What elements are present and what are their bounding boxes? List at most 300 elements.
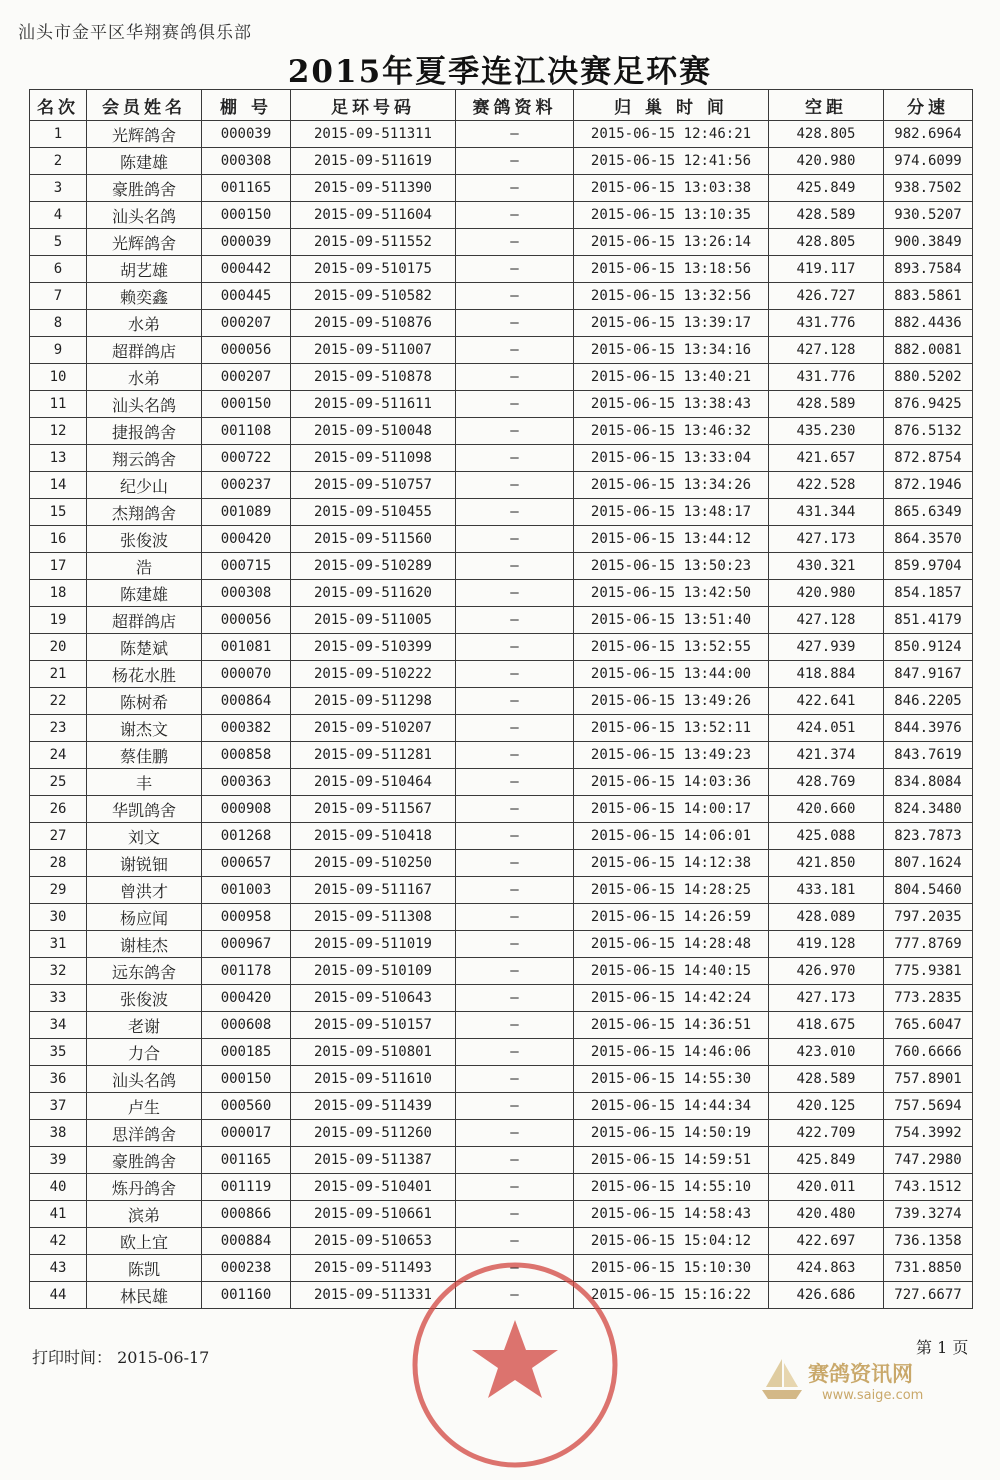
cell-member-name: 刘文: [87, 823, 202, 850]
cell-distance: 428.589: [769, 1066, 884, 1093]
cell-ring-no: 2015-09-511005: [291, 607, 456, 634]
cell-arrival-time: 2015-06-15 14:26:59: [574, 904, 769, 931]
table-row: [30, 1147, 973, 1174]
cell-loft-no: 000864: [202, 688, 291, 715]
cell-distance: 428.805: [769, 229, 884, 256]
cell-loft-no: 001119: [202, 1174, 291, 1201]
cell-distance: 422.528: [769, 472, 884, 499]
cell-pigeon-info: —: [456, 796, 574, 823]
cell-speed: 864.3570: [884, 526, 973, 553]
cell-pigeon-info: —: [456, 931, 574, 958]
cell-rank: 23: [30, 715, 87, 742]
cell-member-name: 谢桂杰: [87, 931, 202, 958]
cell-rank: 33: [30, 985, 87, 1012]
table-row: [30, 175, 973, 202]
table-row: [30, 931, 973, 958]
cell-member-name: 滨弟: [87, 1201, 202, 1228]
cell-distance: 422.641: [769, 688, 884, 715]
cell-ring-no: 2015-09-511387: [291, 1147, 456, 1174]
cell-member-name: 光辉鸽舍: [87, 121, 202, 148]
cell-member-name: 胡艺雄: [87, 256, 202, 283]
cell-arrival-time: 2015-06-15 13:39:17: [574, 310, 769, 337]
site-watermark: [760, 1355, 992, 1415]
cell-rank: 39: [30, 1147, 87, 1174]
col-arrival-time: 归 巢 时 间: [574, 90, 769, 121]
print-time: 打印时间： 2015-06-17: [32, 1348, 210, 1367]
cell-ring-no: 2015-09-510399: [291, 634, 456, 661]
cell-rank: 31: [30, 931, 87, 958]
cell-arrival-time: 2015-06-15 14:55:10: [574, 1174, 769, 1201]
cell-ring-no: 2015-09-511298: [291, 688, 456, 715]
cell-pigeon-info: —: [456, 553, 574, 580]
cell-speed: 872.1946: [884, 472, 973, 499]
table-row: [30, 148, 973, 175]
cell-rank: 6: [30, 256, 87, 283]
cell-rank: 44: [30, 1282, 87, 1309]
page-title: 2015年夏季连江决赛足环赛: [287, 54, 713, 90]
cell-arrival-time: 2015-06-15 15:16:22: [574, 1282, 769, 1309]
cell-ring-no: 2015-09-510175: [291, 256, 456, 283]
cell-speed: 846.2205: [884, 688, 973, 715]
cell-loft-no: 000657: [202, 850, 291, 877]
cell-pigeon-info: —: [456, 1255, 574, 1282]
cell-speed: 727.6677: [884, 1282, 973, 1309]
cell-distance: 418.884: [769, 661, 884, 688]
table-row: [30, 877, 973, 904]
cell-rank: 30: [30, 904, 87, 931]
cell-pigeon-info: —: [456, 634, 574, 661]
cell-arrival-time: 2015-06-15 14:28:25: [574, 877, 769, 904]
cell-arrival-time: 2015-06-15 14:59:51: [574, 1147, 769, 1174]
cell-rank: 13: [30, 445, 87, 472]
cell-ring-no: 2015-09-511167: [291, 877, 456, 904]
cell-member-name: 老谢: [87, 1012, 202, 1039]
cell-speed: 843.7619: [884, 742, 973, 769]
cell-speed: 739.3274: [884, 1201, 973, 1228]
cell-arrival-time: 2015-06-15 13:34:16: [574, 337, 769, 364]
cell-rank: 14: [30, 472, 87, 499]
cell-pigeon-info: —: [456, 229, 574, 256]
table-row: [30, 958, 973, 985]
cell-ring-no: 2015-09-510455: [291, 499, 456, 526]
cell-ring-no: 2015-09-511439: [291, 1093, 456, 1120]
table-row: [30, 1066, 973, 1093]
cell-speed: 882.0081: [884, 337, 973, 364]
cell-rank: 19: [30, 607, 87, 634]
cell-ring-no: 2015-09-510464: [291, 769, 456, 796]
cell-rank: 11: [30, 391, 87, 418]
cell-arrival-time: 2015-06-15 15:10:30: [574, 1255, 769, 1282]
cell-pigeon-info: —: [456, 175, 574, 202]
cell-member-name: 捷报鸽舍: [87, 418, 202, 445]
cell-speed: 823.7873: [884, 823, 973, 850]
cell-ring-no: 2015-09-510250: [291, 850, 456, 877]
cell-rank: 29: [30, 877, 87, 904]
cell-speed: 775.9381: [884, 958, 973, 985]
cell-ring-no: 2015-09-511281: [291, 742, 456, 769]
cell-speed: 757.5694: [884, 1093, 973, 1120]
cell-loft-no: 001178: [202, 958, 291, 985]
cell-distance: 420.480: [769, 1201, 884, 1228]
cell-pigeon-info: —: [456, 445, 574, 472]
cell-ring-no: 2015-09-510157: [291, 1012, 456, 1039]
cell-pigeon-info: —: [456, 526, 574, 553]
cell-ring-no: 2015-09-511619: [291, 148, 456, 175]
cell-arrival-time: 2015-06-15 14:36:51: [574, 1012, 769, 1039]
cell-pigeon-info: —: [456, 202, 574, 229]
cell-arrival-time: 2015-06-15 14:44:34: [574, 1093, 769, 1120]
cell-distance: 428.769: [769, 769, 884, 796]
cell-loft-no: 000967: [202, 931, 291, 958]
cell-pigeon-info: —: [456, 1093, 574, 1120]
cell-rank: 9: [30, 337, 87, 364]
cell-ring-no: 2015-09-510582: [291, 283, 456, 310]
cell-rank: 34: [30, 1012, 87, 1039]
cell-ring-no: 2015-09-511098: [291, 445, 456, 472]
cell-speed: 754.3992: [884, 1120, 973, 1147]
cell-rank: 4: [30, 202, 87, 229]
cell-member-name: 力合: [87, 1039, 202, 1066]
cell-speed: 850.9124: [884, 634, 973, 661]
table-row: [30, 661, 973, 688]
cell-ring-no: 2015-09-511620: [291, 580, 456, 607]
cell-rank: 24: [30, 742, 87, 769]
cell-speed: 974.6099: [884, 148, 973, 175]
cell-speed: 736.1358: [884, 1228, 973, 1255]
cell-pigeon-info: —: [456, 850, 574, 877]
cell-speed: 743.1512: [884, 1174, 973, 1201]
table-row: [30, 337, 973, 364]
cell-arrival-time: 2015-06-15 13:52:55: [574, 634, 769, 661]
cell-loft-no: 000056: [202, 337, 291, 364]
table-row: [30, 202, 973, 229]
cell-distance: 423.010: [769, 1039, 884, 1066]
table-row: [30, 1201, 973, 1228]
cell-speed: 854.1857: [884, 580, 973, 607]
cell-member-name: 蔡佳鹏: [87, 742, 202, 769]
cell-ring-no: 2015-09-510418: [291, 823, 456, 850]
watermark-url: www.saige.com: [822, 1388, 924, 1403]
cell-pigeon-info: —: [456, 1228, 574, 1255]
cell-distance: 433.181: [769, 877, 884, 904]
cell-pigeon-info: —: [456, 715, 574, 742]
cell-arrival-time: 2015-06-15 13:10:35: [574, 202, 769, 229]
cell-member-name: 水弟: [87, 364, 202, 391]
cell-distance: 430.321: [769, 553, 884, 580]
cell-rank: 35: [30, 1039, 87, 1066]
page-number: 第 1 页: [916, 1338, 969, 1357]
table-row: [30, 310, 973, 337]
cell-loft-no: 000715: [202, 553, 291, 580]
cell-loft-no: 000150: [202, 391, 291, 418]
col-speed: 分速: [884, 90, 973, 121]
cell-distance: 427.128: [769, 337, 884, 364]
cell-distance: 422.709: [769, 1120, 884, 1147]
cell-member-name: 杨应闻: [87, 904, 202, 931]
table-row: [30, 607, 973, 634]
cell-pigeon-info: —: [456, 1066, 574, 1093]
cell-arrival-time: 2015-06-15 14:12:38: [574, 850, 769, 877]
cell-member-name: 张俊波: [87, 985, 202, 1012]
cell-distance: 428.589: [769, 391, 884, 418]
cell-distance: 427.173: [769, 985, 884, 1012]
cell-pigeon-info: —: [456, 958, 574, 985]
cell-speed: 847.9167: [884, 661, 973, 688]
cell-distance: 426.970: [769, 958, 884, 985]
cell-pigeon-info: —: [456, 1174, 574, 1201]
col-loft-no: 棚 号: [202, 90, 291, 121]
table-row: [30, 1120, 973, 1147]
cell-rank: 10: [30, 364, 87, 391]
table-row: [30, 526, 973, 553]
col-rank: 名次: [30, 90, 87, 121]
cell-distance: 419.117: [769, 256, 884, 283]
cell-arrival-time: 2015-06-15 14:42:24: [574, 985, 769, 1012]
table-row: [30, 634, 973, 661]
cell-distance: 426.727: [769, 283, 884, 310]
cell-distance: 425.849: [769, 1147, 884, 1174]
cell-pigeon-info: —: [456, 985, 574, 1012]
cell-pigeon-info: —: [456, 823, 574, 850]
cell-speed: 804.5460: [884, 877, 973, 904]
cell-member-name: 谢杰文: [87, 715, 202, 742]
cell-distance: 419.128: [769, 931, 884, 958]
cell-rank: 41: [30, 1201, 87, 1228]
cell-loft-no: 000017: [202, 1120, 291, 1147]
cell-distance: 420.660: [769, 796, 884, 823]
cell-loft-no: 000039: [202, 229, 291, 256]
cell-pigeon-info: —: [456, 283, 574, 310]
cell-member-name: 张俊波: [87, 526, 202, 553]
cell-speed: 880.5202: [884, 364, 973, 391]
cell-arrival-time: 2015-06-15 13:34:26: [574, 472, 769, 499]
table-row: [30, 364, 973, 391]
col-distance: 空距: [769, 90, 884, 121]
cell-pigeon-info: —: [456, 580, 574, 607]
cell-loft-no: 000560: [202, 1093, 291, 1120]
cell-distance: 426.686: [769, 1282, 884, 1309]
table-row: [30, 823, 973, 850]
cell-pigeon-info: —: [456, 1282, 574, 1309]
cell-ring-no: 2015-09-510207: [291, 715, 456, 742]
cell-loft-no: 000420: [202, 985, 291, 1012]
cell-speed: 731.8850: [884, 1255, 973, 1282]
cell-distance: 420.980: [769, 580, 884, 607]
cell-arrival-time: 2015-06-15 13:52:11: [574, 715, 769, 742]
cell-arrival-time: 2015-06-15 12:41:56: [574, 148, 769, 175]
cell-loft-no: 000207: [202, 364, 291, 391]
cell-speed: 851.4179: [884, 607, 973, 634]
cell-arrival-time: 2015-06-15 13:33:04: [574, 445, 769, 472]
cell-member-name: 欧上宜: [87, 1228, 202, 1255]
cell-pigeon-info: —: [456, 877, 574, 904]
cell-loft-no: 000908: [202, 796, 291, 823]
cell-rank: 12: [30, 418, 87, 445]
cell-arrival-time: 2015-06-15 14:50:19: [574, 1120, 769, 1147]
cell-loft-no: 000039: [202, 121, 291, 148]
cell-arrival-time: 2015-06-15 13:38:43: [574, 391, 769, 418]
cell-arrival-time: 2015-06-15 14:28:48: [574, 931, 769, 958]
cell-loft-no: 000150: [202, 1066, 291, 1093]
cell-loft-no: 000207: [202, 310, 291, 337]
cell-member-name: 水弟: [87, 310, 202, 337]
watermark-text: 赛鸽资讯网: [808, 1362, 913, 1386]
cell-distance: 424.863: [769, 1255, 884, 1282]
cell-ring-no: 2015-09-510757: [291, 472, 456, 499]
results-body: [30, 121, 973, 1309]
cell-ring-no: 2015-09-511260: [291, 1120, 456, 1147]
cell-loft-no: 001165: [202, 175, 291, 202]
cell-ring-no: 2015-09-510048: [291, 418, 456, 445]
cell-distance: 420.125: [769, 1093, 884, 1120]
club-name: 汕头市金平区华翔赛鸽俱乐部: [18, 23, 252, 43]
cell-arrival-time: 2015-06-15 15:04:12: [574, 1228, 769, 1255]
cell-ring-no: 2015-09-511604: [291, 202, 456, 229]
cell-speed: 760.6666: [884, 1039, 973, 1066]
cell-distance: 431.776: [769, 310, 884, 337]
cell-pigeon-info: —: [456, 688, 574, 715]
cell-ring-no: 2015-09-510401: [291, 1174, 456, 1201]
cell-ring-no: 2015-09-510653: [291, 1228, 456, 1255]
cell-arrival-time: 2015-06-15 13:46:32: [574, 418, 769, 445]
cell-member-name: 陈树希: [87, 688, 202, 715]
cell-loft-no: 000608: [202, 1012, 291, 1039]
cell-pigeon-info: —: [456, 1120, 574, 1147]
cell-ring-no: 2015-09-510643: [291, 985, 456, 1012]
cell-distance: 431.344: [769, 499, 884, 526]
cell-speed: 859.9704: [884, 553, 973, 580]
cell-speed: 834.8084: [884, 769, 973, 796]
cell-rank: 3: [30, 175, 87, 202]
cell-ring-no: 2015-09-511019: [291, 931, 456, 958]
cell-ring-no: 2015-09-511552: [291, 229, 456, 256]
cell-rank: 22: [30, 688, 87, 715]
table-row: [30, 796, 973, 823]
table-row: [30, 742, 973, 769]
cell-loft-no: 000420: [202, 526, 291, 553]
cell-distance: 428.089: [769, 904, 884, 931]
cell-rank: 27: [30, 823, 87, 850]
cell-arrival-time: 2015-06-15 14:03:36: [574, 769, 769, 796]
cell-pigeon-info: —: [456, 391, 574, 418]
cell-loft-no: 000308: [202, 580, 291, 607]
cell-ring-no: 2015-09-510878: [291, 364, 456, 391]
cell-rank: 26: [30, 796, 87, 823]
cell-rank: 36: [30, 1066, 87, 1093]
cell-member-name: 超群鸽店: [87, 337, 202, 364]
header-row: [30, 90, 973, 121]
cell-distance: 422.697: [769, 1228, 884, 1255]
cell-distance: 431.776: [769, 364, 884, 391]
table-row: [30, 715, 973, 742]
cell-loft-no: 000308: [202, 148, 291, 175]
cell-loft-no: 000237: [202, 472, 291, 499]
cell-speed: 777.8769: [884, 931, 973, 958]
cell-rank: 16: [30, 526, 87, 553]
table-row: [30, 1039, 973, 1066]
cell-member-name: 杨花水胜: [87, 661, 202, 688]
cell-arrival-time: 2015-06-15 13:42:50: [574, 580, 769, 607]
cell-loft-no: 000866: [202, 1201, 291, 1228]
cell-member-name: 陈建雄: [87, 148, 202, 175]
col-ring-no: 足环号码: [291, 90, 456, 121]
cell-member-name: 豪胜鸽舍: [87, 1147, 202, 1174]
cell-ring-no: 2015-09-510222: [291, 661, 456, 688]
cell-member-name: 远东鸽舍: [87, 958, 202, 985]
table-row: [30, 499, 973, 526]
cell-loft-no: 000445: [202, 283, 291, 310]
cell-loft-no: 001165: [202, 1147, 291, 1174]
cell-speed: 757.8901: [884, 1066, 973, 1093]
cell-pigeon-info: —: [456, 742, 574, 769]
cell-pigeon-info: —: [456, 256, 574, 283]
cell-loft-no: 000238: [202, 1255, 291, 1282]
cell-pigeon-info: —: [456, 337, 574, 364]
cell-member-name: 杰翔鸽舍: [87, 499, 202, 526]
cell-loft-no: 000858: [202, 742, 291, 769]
cell-ring-no: 2015-09-510289: [291, 553, 456, 580]
cell-speed: 900.3849: [884, 229, 973, 256]
cell-ring-no: 2015-09-511331: [291, 1282, 456, 1309]
cell-loft-no: 001003: [202, 877, 291, 904]
cell-rank: 1: [30, 121, 87, 148]
table-row: [30, 1093, 973, 1120]
table-row: [30, 850, 973, 877]
cell-ring-no: 2015-09-511567: [291, 796, 456, 823]
cell-member-name: 纪少山: [87, 472, 202, 499]
cell-ring-no: 2015-09-511007: [291, 337, 456, 364]
cell-rank: 40: [30, 1174, 87, 1201]
cell-member-name: 丰: [87, 769, 202, 796]
cell-speed: 938.7502: [884, 175, 973, 202]
cell-arrival-time: 2015-06-15 13:44:00: [574, 661, 769, 688]
table-row: [30, 985, 973, 1012]
cell-speed: 930.5207: [884, 202, 973, 229]
cell-speed: 883.5861: [884, 283, 973, 310]
table-row: [30, 391, 973, 418]
cell-pigeon-info: —: [456, 1147, 574, 1174]
cell-distance: 425.088: [769, 823, 884, 850]
cell-speed: 876.9425: [884, 391, 973, 418]
cell-speed: 797.2035: [884, 904, 973, 931]
cell-ring-no: 2015-09-510109: [291, 958, 456, 985]
cell-loft-no: 001108: [202, 418, 291, 445]
cell-pigeon-info: —: [456, 121, 574, 148]
cell-member-name: 赖奕鑫: [87, 283, 202, 310]
results-table: [29, 89, 973, 1309]
table-row: [30, 418, 973, 445]
cell-ring-no: 2015-09-511611: [291, 391, 456, 418]
cell-distance: 418.675: [769, 1012, 884, 1039]
table-row: [30, 121, 973, 148]
cell-speed: 765.6047: [884, 1012, 973, 1039]
cell-speed: 747.2980: [884, 1147, 973, 1174]
cell-distance: 427.173: [769, 526, 884, 553]
cell-ring-no: 2015-09-511610: [291, 1066, 456, 1093]
cell-loft-no: 001160: [202, 1282, 291, 1309]
cell-arrival-time: 2015-06-15 13:50:23: [574, 553, 769, 580]
cell-arrival-time: 2015-06-15 13:32:56: [574, 283, 769, 310]
cell-distance: 427.128: [769, 607, 884, 634]
cell-distance: 435.230: [769, 418, 884, 445]
cell-pigeon-info: —: [456, 1201, 574, 1228]
cell-member-name: 汕头名鸽: [87, 1066, 202, 1093]
cell-ring-no: 2015-09-510801: [291, 1039, 456, 1066]
cell-speed: 872.8754: [884, 445, 973, 472]
cell-distance: 427.939: [769, 634, 884, 661]
cell-arrival-time: 2015-06-15 14:00:17: [574, 796, 769, 823]
cell-loft-no: 000442: [202, 256, 291, 283]
